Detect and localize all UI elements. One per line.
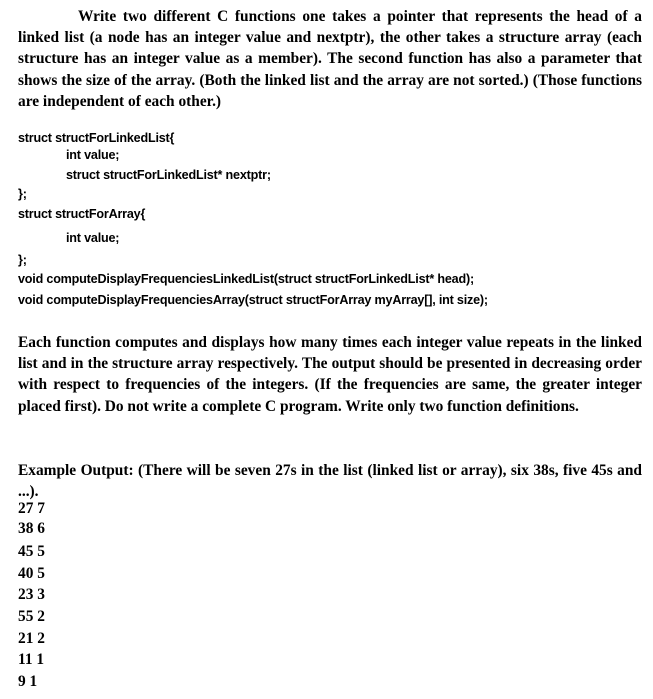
struct-array-value: int value; bbox=[66, 231, 120, 245]
struct-list-close: }; bbox=[18, 187, 27, 201]
output-line: 27 7 bbox=[18, 500, 45, 517]
struct-list-value: int value; bbox=[66, 148, 120, 162]
intro-text: Write two different C functions one takes a pointer that represents the head of a linked list (a node has an integer value and nextptr), the other takes a structure array (each structure has an integer value as a member). The second function has also a parameter that shows the size of the array. (Both the linked list and the array are not sorted.) (Those functions are independent of each other.) bbox=[18, 8, 642, 110]
example-heading: Example Output: (There will be seven 27s in the list (linked list or array), six 38s, five 45s and ...). bbox=[18, 462, 642, 500]
output-line: 21 2 bbox=[18, 630, 45, 647]
output-line: 11 1 bbox=[18, 651, 45, 668]
output-line: 55 2 bbox=[18, 608, 45, 625]
intro-paragraph bbox=[18, 6, 642, 112]
task-paragraph: Each function computes and displays how many times each integer value repeats in the linked list and in the structure array respectively. The output should be presented in decreasing order with respect to frequencies of the integers. (If the frequencies are same, the greater integer placed first). Do not write a complete C program. Write only two function definitions. bbox=[18, 334, 642, 415]
proto-list: void computeDisplayFrequenciesLinkedList(struct structForLinkedList* head); bbox=[18, 272, 474, 286]
output-line: 9 1 bbox=[18, 673, 38, 690]
struct-list-open: struct structForLinkedList{ bbox=[18, 131, 175, 145]
output-line: 40 5 bbox=[18, 565, 45, 582]
output-line: 38 6 bbox=[18, 520, 45, 537]
output-line: 23 3 bbox=[18, 586, 45, 603]
proto-array: void computeDisplayFrequenciesArray(struct structForArray myArray[], int size); bbox=[18, 293, 488, 307]
struct-list-next: struct structForLinkedList* nextptr; bbox=[66, 168, 271, 182]
output-line: 45 5 bbox=[18, 543, 45, 560]
struct-array-open: struct structForArray{ bbox=[18, 207, 146, 221]
struct-array-close: }; bbox=[18, 253, 27, 267]
